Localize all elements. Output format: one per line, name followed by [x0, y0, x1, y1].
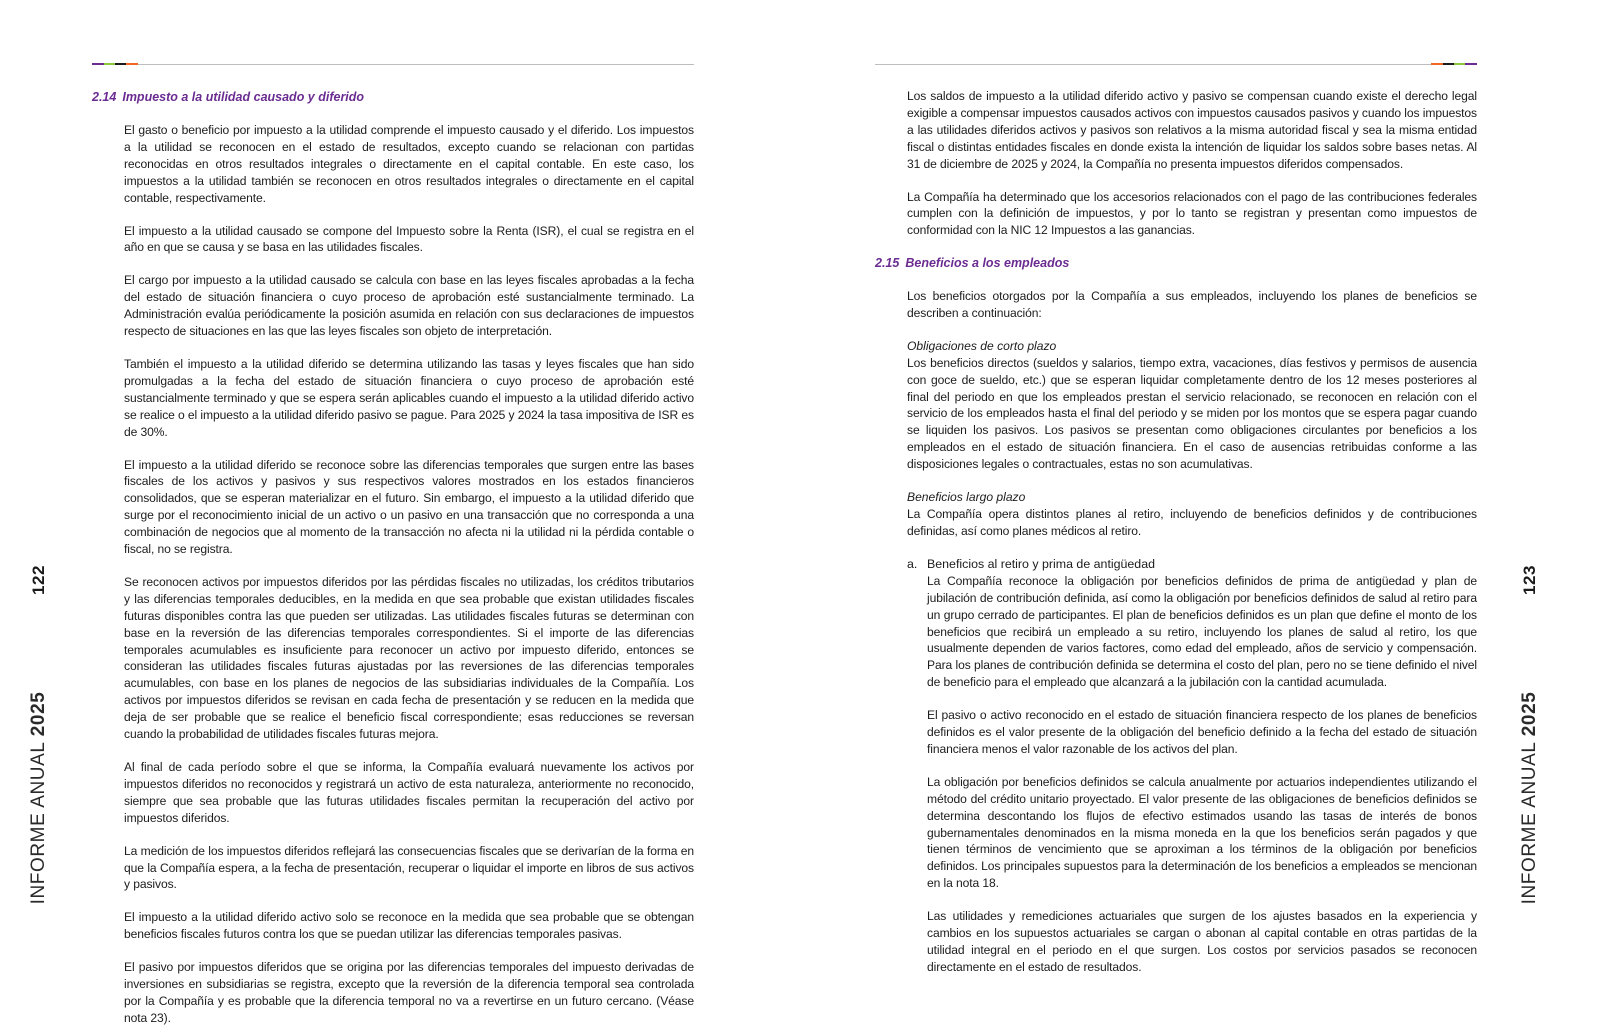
- list-item-a: [907, 556, 1477, 976]
- side-label-prefix: INFORME ANUAL: [28, 742, 49, 905]
- paragraph: Las utilidades y remediciones actuariales que surgen de los ajustes basados en la experiencia y cambios en los supuestos actuariales se cargan o abonan al capital contable en otras partidas de la utilidad integral en el periodo en el que surgen. Los costos por servicios pasados se reconocen directamente en el estado de resultados.: [927, 909, 1477, 974]
- left-header-rule: [92, 64, 694, 65]
- bar-green: [104, 63, 115, 65]
- paragraph: El impuesto a la utilidad diferido se reconoce sobre las diferencias temporales que surgen entre las bases fiscales de los activos y pasivos y sus respectivos valores mostrados en los estados financieros consolidados, que se esperan materializar en el futuro. Sin embargo, el impuesto a la utilidad diferido que surge por el reconocimiento inicial de un activo o un pasivo en una transacción que no corresponda a una combinación de negocios que al momento de la transacción no afecta ni la utilidad ni la pérdida contable o fiscal, no se registra.: [124, 457, 694, 557]
- left-page-number: 122: [29, 565, 48, 595]
- side-label-year: 2025: [1519, 691, 1540, 737]
- section-title-text: Beneficios a los empleados: [905, 256, 1070, 270]
- bar-orange: [1431, 63, 1443, 65]
- bar-purple: [92, 63, 104, 65]
- section-2-14-title: [92, 89, 364, 105]
- right-side-label: [1519, 668, 1541, 928]
- bar-black: [1443, 63, 1454, 65]
- left-color-bar: [92, 63, 138, 65]
- right-intro: [907, 88, 1477, 239]
- paragraph: El cargo por impuesto a la utilidad causado se calcula con base en las leyes fiscales aprobadas a la fecha del estado de situación financiera o cuyo proceso de aprobación esté sustancialmente terminado. La Administración evalúa periódicamente la posición asumida en relación con sus declaraciones de impuestos respecto de situaciones en las que las leyes fiscales son objeto de interpretación.: [124, 273, 694, 339]
- left-side-label: [28, 668, 50, 928]
- right-body: [907, 288, 1477, 976]
- right-header-rule: [875, 64, 1477, 65]
- side-label-year: 2025: [28, 691, 49, 737]
- left-body: [124, 122, 694, 1027]
- list-marker: a.: [907, 556, 918, 571]
- section-number: 2.15: [875, 256, 900, 270]
- paragraph: El pasivo o activo reconocido en el estado de situación financiera respecto de los planes de beneficios definidos es el valor presente de la obligación del beneficio definido a la fecha del estado de situación financiera menos el valor razonable de los activos del plan.: [927, 708, 1477, 756]
- bar-black: [115, 63, 126, 65]
- section-number: 2.14: [92, 90, 117, 104]
- paragraph: La obligación por beneficios definidos se calcula anualmente por actuarios independientes utilizando el método del crédito unitario proyectado. El valor presente de las obligaciones de beneficios definidos se determina descontando los flujos de efectivo estimados usando las tasas de interés de bonos gubernamentales denominados en la misma moneda en la que los beneficios serán pagados y que tienen términos de vencimiento que se aproximan a los términos de la obligación por beneficios definidos. Los principales supuestos para la determinación de los beneficios a empleados se mencionan en la nota 18.: [927, 774, 1477, 891]
- short-term-heading: Obligaciones de corto plazo: [907, 338, 1057, 353]
- section-intro: Los beneficios otorgados por la Compañía a sus empleados, incluyendo los planes de beneficios se describen a continuación:: [907, 289, 1477, 320]
- paragraph: Al final de cada período sobre el que se informa, la Compañía evaluará nuevamente los activos por impuestos diferidos no reconocidos y registrará un activo de esta naturaleza, anteriormente no reconocido, siempre que sea probable que las futuras utilidades fiscales permitan la recuperación del activo por impuestos diferidos.: [124, 760, 694, 825]
- bar-purple: [1465, 63, 1477, 65]
- right-page-number: 123: [1520, 565, 1539, 595]
- paragraph: La Compañía ha determinado que los accesorios relacionados con el pago de las contribuciones federales cumplen con la definición de impuestos, y por lo tanto se registran y presentan como impuestos de conformidad con la NIC 12 Impuestos a las ganancias.: [907, 189, 1477, 238]
- paragraph: El gasto o beneficio por impuesto a la utilidad comprende el impuesto causado y el diferido. Los impuestos a la utilidad se reconocen en el estado de resultados, excepto cuando se relacionan con partidas reconocidas en otros resultados integrales o directamente en el capital contable. En este caso, los impuestos a la utilidad también se reconocen en otros resultados integrales o directamente en el capital contable, respectivamente.: [124, 123, 694, 205]
- right-color-bar: [1431, 63, 1477, 65]
- paragraph: Se reconocen activos por impuestos diferidos por las pérdidas fiscales no utilizadas, los créditos tributarios y las diferencias temporales deducibles, en la medida en que sea probable que existan utilidades fiscales futuras disponibles contra las que pueden ser utilizadas. Las utilidades fiscales futuras se determinan con base en la reversión de las diferencias temporales correspondientes. Si el importe de las diferencias temporales acumulables es insuficiente para reconocer un activo por impuesto diferido, entonces se consideran las utilidades fiscales futuras ajustadas por las reversiones de las diferencias temporales acumulables, con base en los planes de negocios de las subsidiarias individuales de la Compañía. Los activos por impuestos diferidos se revisan en cada fecha de presentación y se reducen en la medida que deja de ser probable que se realice el beneficio fiscal correspondiente; esas reducciones se reversan cuando la probabilidad de utilidades fiscales futuras mejora.: [124, 574, 694, 742]
- long-term-text: La Compañía opera distintos planes al retiro, incluyendo de beneficios definidos y de contribuciones definidas, así como planes médicos al retiro.: [907, 506, 1477, 538]
- long-term-heading: Beneficios largo plazo: [907, 490, 1026, 505]
- short-term-text: Los beneficios directos (sueldos y salarios, tiempo extra, vacaciones, días festivos y permisos de ausencia con goce de sueldo, etc.) que se esperan liquidar completamente dentro de los 12 meses posteriores al final del periodo en que los empleados prestan el servicio relacionado, se reconocen en relación con el servicio de los empleados hasta el final del periodo y se miden por los montos que se espera pagar cuando se liquiden los pasivos. Los pasivos se presentan como obligaciones circulantes por beneficios a los empleados en el estado de situación financiera. En el caso de ausencias retribuidas conforme a las disposiciones legales o contractuales, estas no son acumulativas.: [907, 355, 1477, 472]
- section-title-text: Impuesto a la utilidad causado y diferido: [122, 90, 365, 104]
- bar-green: [1454, 63, 1465, 65]
- paragraph: La medición de los impuestos diferidos reflejará las consecuencias fiscales que se derivarían de la forma en que la Compañía espera, a la fecha de presentación, recuperar o liquidar el importe en libros de sus activos y pasivos.: [124, 843, 694, 892]
- paragraph: Los saldos de impuesto a la utilidad diferido activo y pasivo se compensan cuando existe el derecho legal exigible a compensar impuestos causados activos con impuestos causados pasivos y cuando los impuestos a las utilidades diferidos activos y pasivos son relativos a la misma autoridad fiscal y sea la misma entidad fiscal o distintas entidades fiscales en donde exista la intención de liquidar los saldos sobre bases netas. Al 31 de diciembre de 2025 y 2024, la Compañía no presenta impuestos diferidos compensados.: [907, 89, 1477, 171]
- section-2-15-title: [875, 255, 1069, 271]
- item-a-title: Beneficios al retiro y prima de antigüedad: [927, 556, 1155, 571]
- paragraph: También el impuesto a la utilidad diferido se determina utilizando las tasas y leyes fiscales que han sido promulgadas a la fecha del estado de situación financiera o cuyo proceso de aprobación esté sustancialmente terminado y que se espera serán aplicables cuando el impuesto a la utilidad diferido activo se realice o el impuesto a la utilidad diferido pasivo se pague. Para 2025 y 2024 la tasa impositiva de ISR es de 30%.: [124, 356, 694, 439]
- paragraph: El impuesto a la utilidad causado se compone del Impuesto sobre la Renta (ISR), el cual se registra en el año en que se causa y se basa en las utilidades fiscales.: [124, 223, 694, 255]
- side-label-prefix: INFORME ANUAL: [1519, 742, 1540, 905]
- paragraph: La Compañía reconoce la obligación por beneficios definidos de prima de antigüedad y plan de jubilación de contribución definida, así como la obligación por beneficios definidos de salud al retiro para un grupo cerrado de participantes. El plan de beneficios definidos es un plan que define el monto de los beneficios que recibirá un empleado a su retiro, incluyendo los planes de salud al retiro, los que usualmente dependen de varios factores, como edad del empleado, años de servicio y compensación. Para los planes de contribución definida se determina el costo del plan, pero no se tiene definido el nivel de beneficio para el empleado que alcanzará a la jubilación con la cantidad acumulada.: [927, 573, 1477, 690]
- bar-orange: [126, 63, 138, 65]
- paragraph: El pasivo por impuestos diferidos que se origina por las diferencias temporales del impuesto derivadas de inversiones en subsidiarias se registra, excepto que la reversión de la diferencia temporal sea controlada por la Compañía y es probable que la diferencia temporal no va a revertirse en un futuro cercano. (Véase nota 23).: [124, 960, 694, 1025]
- paragraph: El impuesto a la utilidad diferido activo solo se reconoce en la medida que sea probable que se obtengan beneficios fiscales futuros contra los que se puedan utilizar las diferencias temporales pasivas.: [124, 910, 694, 942]
